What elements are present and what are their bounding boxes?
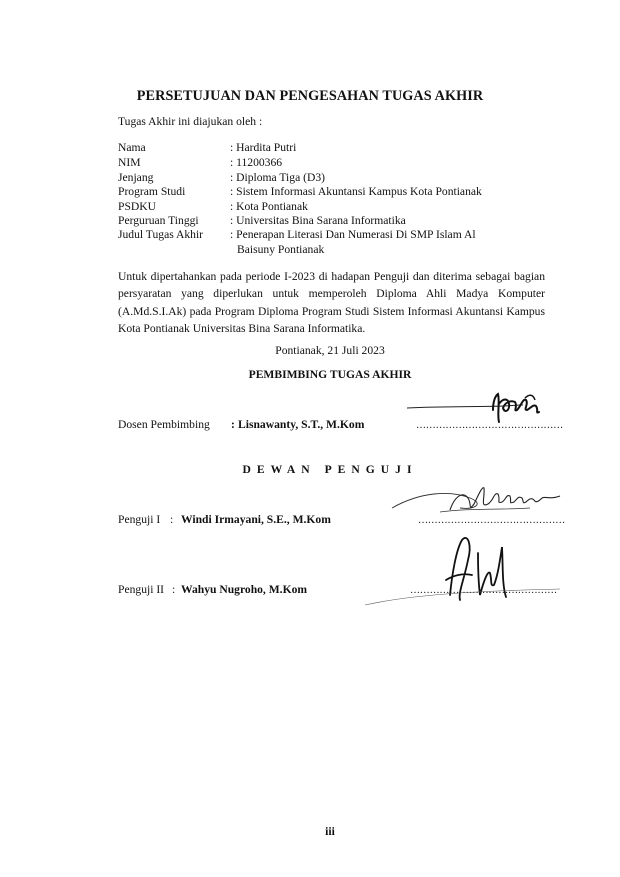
dewan-penguji-heading: DEWAN PENGUJI [242, 463, 418, 476]
penguji1-signature [390, 478, 565, 518]
field-label-psdku: PSDKU [118, 200, 157, 213]
field-label-pt: Perguruan Tinggi [118, 214, 199, 227]
field-value-prodi: : Sistem Informasi Akuntansi Kampus Kota Pontianak [230, 185, 482, 198]
penguji2-label: Penguji II [118, 583, 165, 596]
field-label-nama: Nama [118, 141, 146, 154]
penguji1-colon: : [170, 513, 174, 526]
statement-paragraph: Untuk dipertahankan pada periode I-2023 di hadapan Penguji dan diterima sebagai bagian persyaratan yang diperlukan untuk memperoleh Diploma Ahli Madya Komputer (A.Md.S.I.Ak) pada Program Diploma Program Studi Sistem Informasi Akuntansi Kampus Kota Pontianak Universitas Bina Sarana Informatika. [118, 270, 545, 335]
penguji2-colon: : [172, 583, 176, 596]
field-label-jenjang: Jenjang [118, 171, 154, 184]
penguji2-signature [360, 525, 560, 610]
page-number: iii [325, 825, 335, 838]
penguji2-name: Wahyu Nugroho, M.Kom [181, 583, 308, 596]
field-label-prodi: Program Studi [118, 185, 186, 198]
penguji1-signature-line: ……………………………………… [418, 515, 566, 526]
penguji1-name: Windi Irmayani, S.E., M.Kom [181, 513, 331, 526]
field-value-jenjang: : Diploma Tiga (D3) [230, 171, 326, 184]
penguji1-label: Penguji I [118, 513, 161, 526]
dosen-label: Dosen Pembimbing [118, 418, 210, 431]
field-value-judul: : Penerapan Literasi Dan Numerasi Di SMP Islam Al [230, 228, 476, 241]
dosen-colon: : [231, 418, 235, 431]
dosen-name: Lisnawanty, S.T., M.Kom [238, 418, 365, 431]
field-value-nama: : Hardita Putri [230, 141, 297, 154]
page-title: PERSETUJUAN DAN PENGESAHAN TUGAS AKHIR [136, 88, 484, 104]
dosen-signature [405, 388, 555, 428]
field-value-nim: : 11200366 [230, 156, 283, 169]
field-value-psdku: : Kota Pontianak [230, 200, 308, 213]
dosen-signature-line: ……………………………………… [416, 420, 564, 431]
field-label-nim: NIM [118, 156, 141, 169]
field-label-judul: Judul Tugas Akhir [118, 228, 204, 241]
field-value-pt: : Universitas Bina Sarana Informatika [230, 214, 406, 227]
place-date: Pontianak, 21 Juli 2023 [275, 344, 385, 357]
penguji2-signature-line: ……………………………………… [410, 585, 558, 596]
intro-text: Tugas Akhir ini diajukan oleh : [118, 115, 263, 128]
pembimbing-heading: PEMBIMBING TUGAS AKHIR [248, 368, 412, 381]
field-value-judul-cont: Baisuny Pontianak [237, 243, 325, 256]
